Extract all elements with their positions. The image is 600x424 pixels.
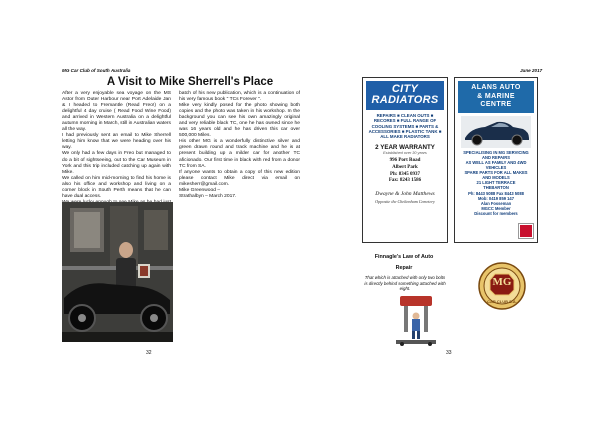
phone: Ph: 8443 5088 Fax 8443 5088 — [468, 190, 524, 196]
law-text: That which is attached with only two bolts is directly behind something attached with eight. — [364, 275, 446, 291]
workshop-photo-graphic — [62, 202, 173, 342]
mg-logo-letters: MG — [492, 276, 512, 288]
paragraph: Strathalbyn – March 2017. — [179, 193, 237, 199]
location-note: Opposite the Cheltenham Cemetery — [375, 198, 435, 204]
mg-car-club-logo — [478, 262, 526, 310]
left-page-header: MG Car Club of South Australia — [62, 68, 131, 73]
alans-auto-name-line: CENTRE — [480, 101, 512, 109]
address-line: Albert Park — [392, 165, 418, 171]
paragraph: We only had a few days in Freo but managed to do a bit of sightseeing, out to the Car Museum in York and this trip included catching up again with Mike. — [62, 151, 171, 175]
info-line: SPECIALISING IN MG SERVICING — [463, 149, 529, 155]
page-number-left: 32 — [146, 350, 152, 356]
service-line: COOLING SYSTEMS ■ PARTS & — [371, 123, 439, 129]
mg-logo-ring-text: CAR CLUB S.A. — [487, 299, 517, 304]
membership: MGCC Member — [481, 205, 511, 211]
proprietors: Dwayne & John Matthews — [375, 190, 435, 197]
paragraph: If anyone wants to obtain a copy of this new edition please contact Mike direct via email on mikesherr@gmail.com. — [179, 169, 300, 187]
paragraph: Mike very kindly posed for the photo showing both copies and the photo was taken in his workshop. In the background you can see his own amazingly original and very reliable black TC, one he has owned since he was 16 years old and he has driven this car over 500,000 Miles. — [179, 103, 300, 139]
city-radiators-address — [363, 158, 447, 184]
alans-auto-heading — [458, 81, 534, 113]
mechanic-graphic — [396, 296, 436, 346]
warranty: 2 YEAR WARRANTY — [375, 144, 435, 152]
paragraph: His other MG is a wonderfully distinctive silver and green drawn round and track machine and he is at present building up a milder car for another TC aficionado. Our first time in black with red from a donor TC from SA. — [179, 139, 300, 169]
established: Established over 30 years — [383, 151, 427, 156]
service-line: ACCESSORIES ■ PLASTIC TANK ■ — [368, 128, 442, 134]
service-line: ALL MAKE RADIATORS — [380, 134, 430, 140]
info-line: AND MODELS — [482, 175, 510, 181]
phone: Ph: 8345 0937 — [390, 171, 420, 177]
mobile: Mob: 0419 859 147 — [478, 195, 514, 201]
alans-auto-name-line: & MARINE — [477, 92, 515, 100]
alans-auto-badge — [519, 224, 533, 238]
alans-auto-info — [456, 150, 536, 216]
alans-auto-name-line: ALANS AUTO — [471, 84, 521, 91]
mg-car-photo — [461, 116, 531, 148]
paragraph: Mike Greenwood – — [179, 187, 221, 193]
address-line: 996 Port Road — [389, 158, 421, 164]
info-line: VEHICLES — [485, 165, 507, 171]
mg-car-graphic — [461, 116, 531, 148]
contact-name: Alan Fosseman — [480, 200, 512, 206]
paragraph: We called on him mid-morning to find his home is also his office and workshop and living on a corner block in South Perth means that he can have dual access. — [62, 175, 171, 199]
discount-note: Discount for members — [474, 210, 518, 216]
info-line: AND REPAIRS — [482, 154, 510, 160]
law-title — [356, 252, 452, 274]
law-title-line2: Repair — [395, 265, 413, 271]
law-title-line1: Finnagle's Law of Auto — [374, 254, 434, 260]
service-line: REPAIRS ■ CLEAN OUTS ■ — [376, 113, 434, 118]
info-line: SPARE PARTS FOR ALL MAKES — [464, 170, 528, 176]
article-column-1 — [62, 91, 171, 212]
mechanic-cartoon — [396, 296, 436, 346]
city-radiators-services — [365, 113, 445, 139]
city-radiators-name-line2: RADIATORS — [371, 94, 439, 106]
alans-auto-ad — [454, 77, 538, 243]
fax: Fax: 8243 1586 — [388, 178, 422, 184]
article-title: A Visit to Mike Sherrell's Place — [106, 76, 274, 88]
paragraph: I had previously sent an email to Mike Sherrell letting him know that we were heading over his way. — [62, 133, 171, 151]
workshop-photo — [62, 202, 173, 342]
city-radiators-ad — [362, 77, 448, 243]
paragraph: After a very enjoyable sea voyage on the MS Astor from Outer Harbour near Port Adelaide Jan & I headed to Fremantle (Read Freo!) on a delightful 4 day cruise ( Read Food Wine Food) and arrived in Western Australia on a delightful autumn morning in March, still in Australian waters all the way. — [62, 91, 171, 133]
service-line: RECORES ■ FULL RANGE OF — [373, 118, 437, 124]
right-page-header: June 2017 — [520, 68, 543, 73]
city-radiators-heading — [366, 81, 444, 110]
info-line: THEBARTON — [483, 185, 509, 191]
info-line: 21 LIGHT TERRACE — [476, 180, 516, 186]
city-radiators-name-line1: CITY — [391, 83, 419, 95]
paragraph: batch of his new publication, which is a continuation of his very famous book " TCs Forever ". — [179, 91, 300, 103]
page-number-right: 33 — [446, 350, 452, 356]
info-line: AS WELL AS FAMILY AND 4WD — [465, 159, 527, 165]
article-column-2 — [179, 91, 300, 200]
